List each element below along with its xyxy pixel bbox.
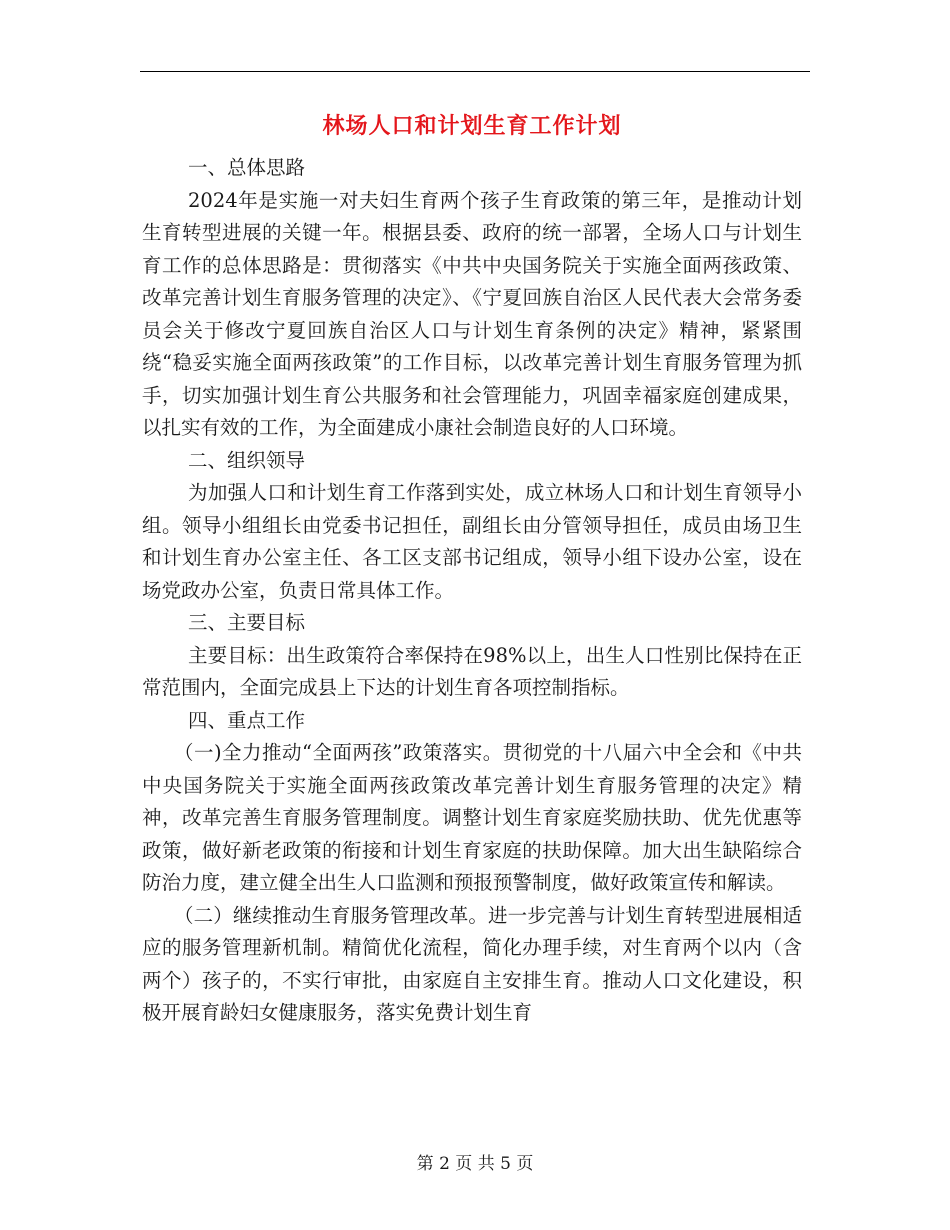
page-number-footer: 第 2 页 共 5 页: [416, 1154, 534, 1174]
document-title: 林场人口和计划生育工作计划: [322, 113, 622, 139]
paragraph-key-work-2: （二）继续推动生育服务管理改革。进一步完善与计划生育转型进展相适应的服务管理新机制。精简优化流程，简化办理手续，对生育两个以内（含两个）孩子的，不实行审批，由家庭自主安排生育。推动人口文化建设，积极开展育龄妇女健康服务，落实免费计划生育: [142, 903, 802, 1024]
paragraph-leadership: 为加强人口和计划生育工作落到实处，成立林场人口和计划生育领导小组。领导小组组长由党委书记担任，副组长由分管领导担任，成员由场卫生和计划生育办公室主任、各工区支部书记组成，领导小组下设办公室，设在场党政办公室，负责日常具体工作。: [142, 481, 802, 602]
section-heading-overview: 一、总体思路: [188, 156, 306, 179]
section-heading-leadership: 二、组织领导: [188, 448, 306, 472]
paragraph-key-work-1: （一)全力推动“全面两孩”政策落实。贯彻党的十八届六中全会和《中共中央国务院关于实施全面两孩政策改革完善计划生育服务管理的决定》精神，改革完善生育服务管理制度。调整计划生育家庭奖励扶助、优先优惠等政策，做好新老政策的衔接和计划生育家庭的扶助保障。加大出生缺陷综合防治力度，建立健全出生人口监测和预报预警制度，做好政策宣传和解读。: [142, 741, 802, 894]
paragraph-goals: 主要目标：出生政策符合率保持在98%以上，出生人口性别比保持在正常范围内，全面完成县上下达的计划生育各项控制指标。: [142, 643, 802, 699]
header-rule: [140, 71, 810, 72]
section-heading-key-work: 四、重点工作: [188, 708, 306, 732]
document-body: [142, 104, 802, 1030]
section-heading-goals: 三、主要目标: [188, 611, 306, 634]
paragraph-overview: 2024年是实施一对夫妇生育两个孩子生育政策的第三年，是推动计划生育转型进展的关键一年。根据县委、政府的统一部署，全场人口与计划生育工作的总体思路是：贯彻落实《中共中央国务院关于实施全面两孩政策、改革完善计划生育服务管理的决定》、《宁夏回族自治区人民代表大会常务委员会关于修改宁夏回族自治区人口与计划生育条例的决定》精神，紧紧围绕“稳妥实施全面两孩政策”的工作目标，以改革完善计划生育服务管理为抓手，切实加强计划生育公共服务和社会管理能力，巩固幸福家庭创建成果，以扎实有效的工作，为全面建成小康社会制造良好的人口环境。: [142, 188, 802, 439]
